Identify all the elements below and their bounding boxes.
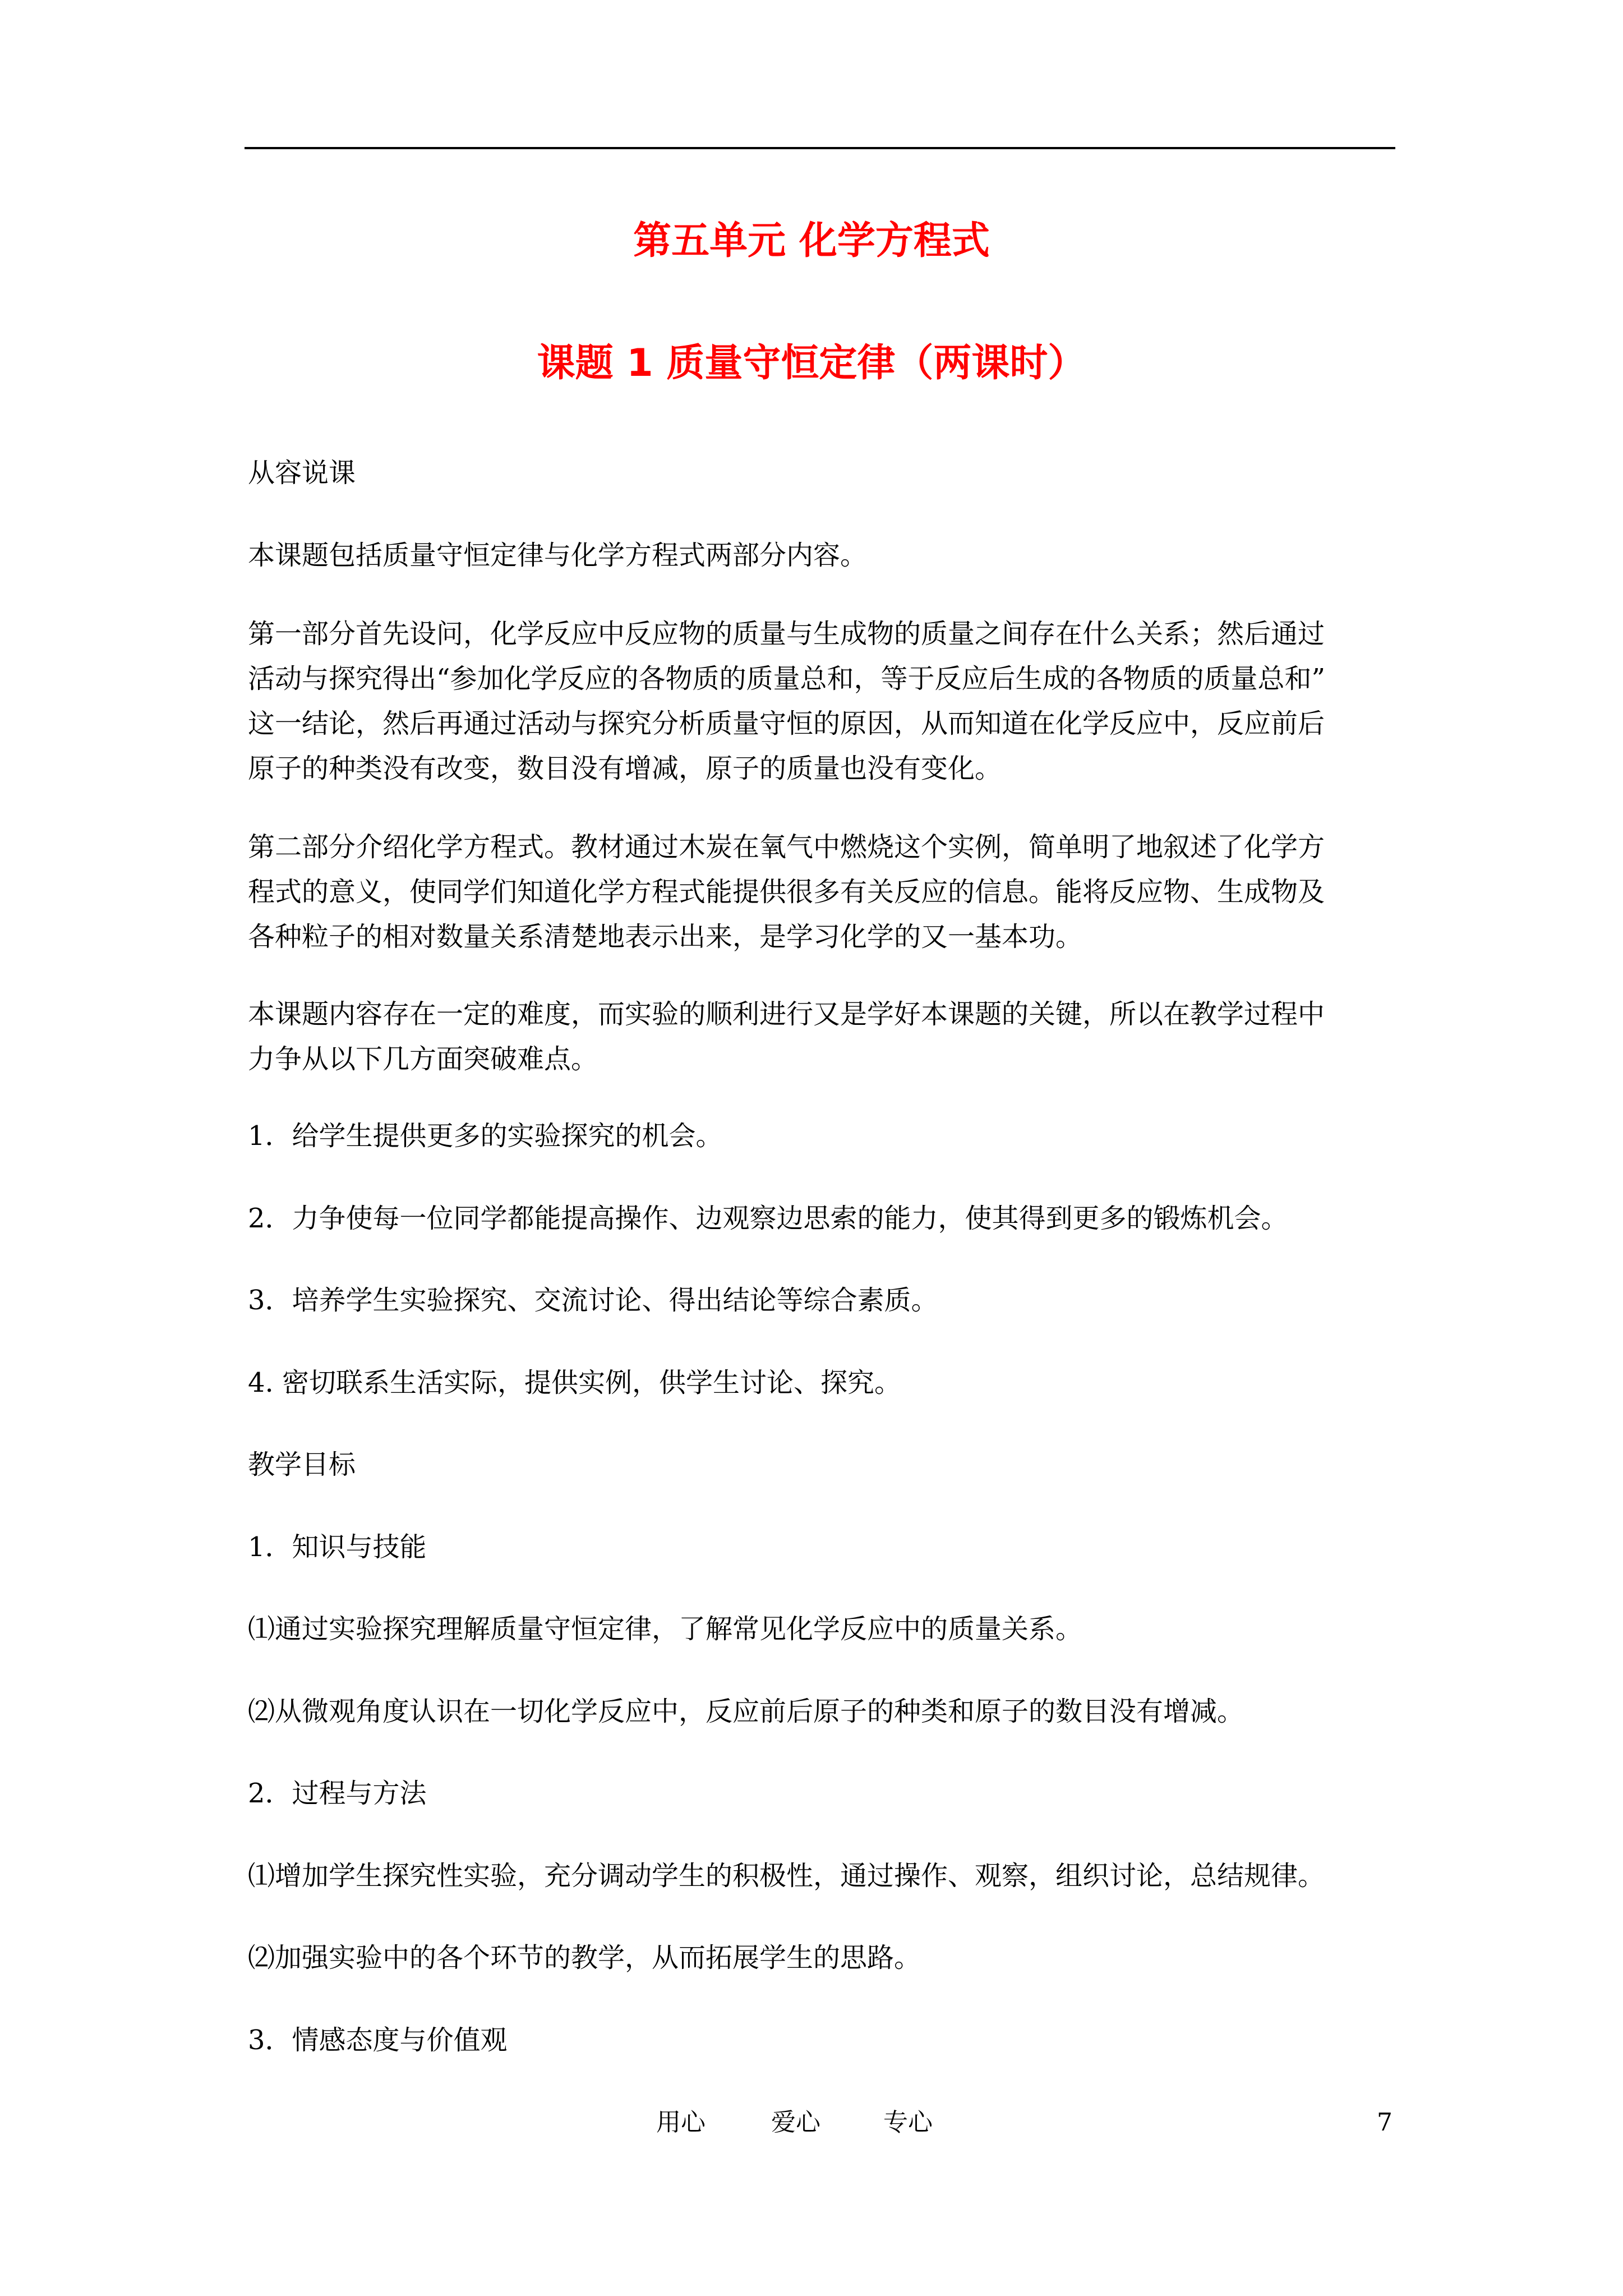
section-heading-objectives: 教学目标	[248, 1449, 356, 1480]
paragraph-line: 这一结论，然后再通过活动与探究分析质量守恒的原因，从而知道在化学反应中，反应前后	[248, 708, 1325, 739]
page-number: 7	[1377, 2108, 1393, 2137]
paragraph-line: 力争从以下几方面突破难点。	[248, 1043, 598, 1075]
paragraph-line: 活动与探究得出“参加化学反应的各物质的质量总和，等于反应后生成的各物质的质量总和”	[248, 663, 1326, 694]
objective-item: ⑴增加学生探究性实验，充分调动学生的积极性，通过操作、观察，组织讨论，总结规律。	[248, 1860, 1325, 1892]
paragraph-intro: 本课题包括质量守恒定律与化学方程式两部分内容。	[248, 540, 868, 571]
list-item-3: 3．培养学生实验探究、交流讨论、得出结论等综合素质。	[248, 1285, 938, 1316]
footer-motto-3: 专心	[883, 2108, 933, 2137]
objective-item: ⑴通过实验探究理解质量守恒定律，了解常见化学反应中的质量关系。	[248, 1613, 1083, 1645]
paragraph-line: 第一部分首先设问，化学反应中反应物的质量与生成物的质量之间存在什么关系；然后通过	[248, 618, 1325, 650]
paragraph-part-one	[248, 611, 1398, 791]
objective-item: ⑵从微观角度认识在一切化学反应中，反应前后原子的种类和原子的数目没有增减。	[248, 1696, 1244, 1727]
subheading-attitudes-values: 3．情感态度与价值观	[248, 2024, 508, 2056]
unit-title: 第五单元 化学方程式	[633, 219, 990, 263]
objective-item: ⑵加强实验中的各个环节的教学，从而拓展学生的思路。	[248, 1942, 921, 1973]
footer-motto-1: 用心	[656, 2108, 706, 2137]
header-rule	[245, 147, 1395, 149]
lesson-title: 课题 1 质量守恒定律（两课时）	[537, 341, 1086, 385]
paragraph-line: 第二部分介绍化学方程式。教材通过木炭在氧气中燃烧这个实例，简单明了地叙述了化学方	[248, 831, 1325, 863]
list-item-1: 1．给学生提供更多的实验探究的机会。	[248, 1120, 723, 1152]
subheading-knowledge-skills: 1．知识与技能	[248, 1531, 427, 1563]
paragraph-line: 各种粒子的相对数量关系清楚地表示出来，是学习化学的又一基本功。	[248, 921, 1083, 953]
paragraph-line: 原子的种类没有改变，数目没有增减，原子的质量也没有变化。	[248, 753, 1002, 784]
paragraph-line: 程式的意义，使同学们知道化学方程式能提供很多有关反应的信息。能将反应物、生成物及	[248, 876, 1325, 908]
list-item-4: 4. 密切联系生活实际，提供实例，供学生讨论、探究。	[248, 1367, 902, 1398]
list-item-2: 2．力争使每一位同学都能提高操作、边观察边思索的能力，使其得到更多的锻炼机会。	[248, 1203, 1288, 1234]
paragraph-difficulty	[248, 992, 1398, 1082]
subheading-process-methods: 2．过程与方法	[248, 1778, 427, 1809]
paragraph-line: 本课题内容存在一定的难度，而实验的顺利进行又是学好本课题的关键，所以在教学过程中	[248, 999, 1325, 1030]
footer-motto-2: 爱心	[771, 2108, 820, 2137]
paragraph-part-two	[248, 825, 1398, 959]
section-heading-shuoke: 从容说课	[248, 457, 356, 489]
